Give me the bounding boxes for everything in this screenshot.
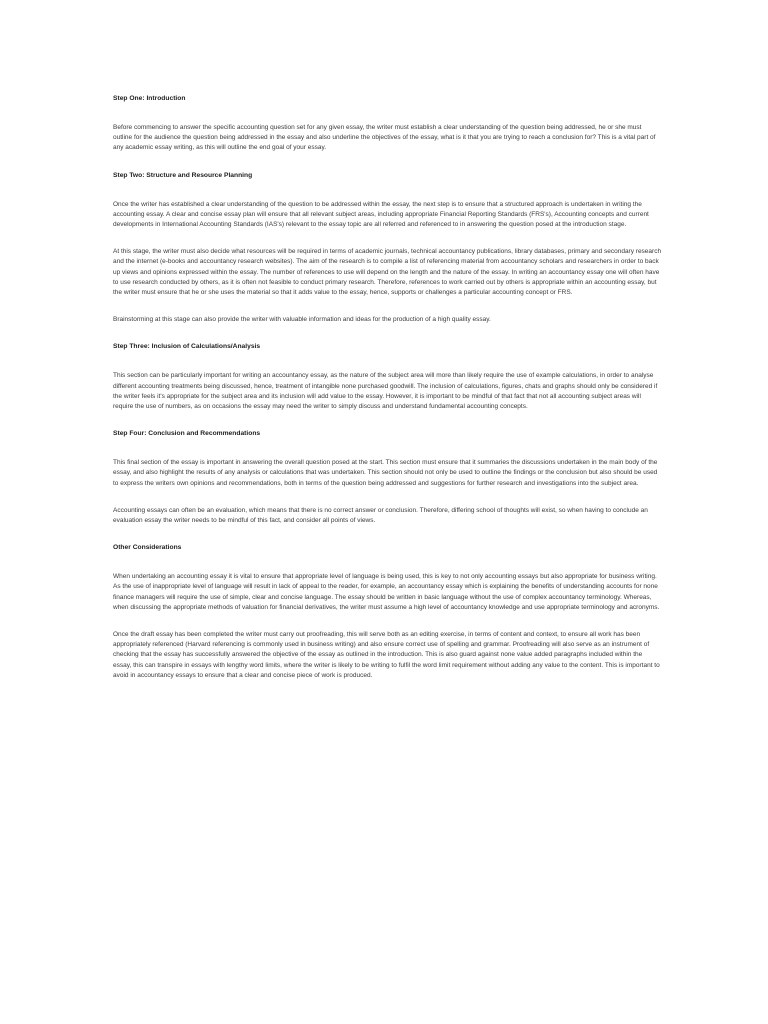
paragraph: Brainstorming at this stage can also provide the writer with valuable information and ideas for the production of a high quality essay. <box>113 316 491 324</box>
section-heading: Step Three: Inclusion of Calculations/Analysis <box>113 343 261 351</box>
paragraph: Accounting essays can often be an evaluation, which means that there is no correct answer or conclusion. Therefore, differing school of thoughts will exist, so when having to conclude an evaluation essay the writer needs to be mindful of this fact, and consider all points of views. <box>113 506 648 525</box>
paragraph: This final section of the essay is important in answering the overall question posed at the start. This section must ensure that it summaries the discussions undertaken in the main body of the essay, and also highlight the results of any analysis or calculations that was undertaken. This section should not only be used to outline the findings or the conclusion but also should be used to express the writers own opinions and recommendations, both in terms of the question being addressed and suggestions for further research and investigations into the subject area. <box>113 459 658 487</box>
paragraph: Before commencing to answer the specific accounting question set for any given essay, the writer must establish a clear understanding of the question being addressed, he or she must outline for the audience the question being addressed in the essay and also underline the objectives of the essay, what is it that you are trying to reach a conclusion for? This is a vital part of any academic essay writing, as this will outline the end goal of your essay. <box>113 124 656 152</box>
paragraph: Once the draft essay has been completed the writer must carry out proofreading, this will serve both as an editing exercise, in terms of content and context, to ensure all work has been appropriately referenced (Harvard referencing is commonly used in business writing) and also ensure correct use of spelling and grammar. Proofreading will also serve as an instrument of checking that the essay has successfully answered the objective of the essay as outlined in the introduction. This is also guard against none value added paragraphs included within the essay, this can transpire in essays with lengthy word limits, where the writer is likely to be writing to fulfil the word limit requirement without adding any value to the content. This is important to avoid in accountancy essays to ensure that a clear and concise piece of work is produced. <box>113 631 660 679</box>
section-heading: Step One: Introduction <box>113 95 186 102</box>
paragraph: Once the writer has established a clear understanding of the question to be addressed within the essay, the next step is to ensure that a structured approach is undertaken in writing the accounting essay. A clear and concise essay plan will ensure that all relevant subject areas, including appropriate Financial Reporting Standards (FRS's), Accounting concepts and current developments in International Accounting Standards (IAS's) relevant to the essay topic are all referred and referenced to in answering the question posed at the introduction stage. <box>113 200 649 229</box>
paragraph: When undertaking an accounting essay it is vital to ensure that appropriate level of language is being used, this is key to not only accounting essays but also appropriate for business writing. As the use of inappropriate level of language will result in lack of appeal to the reader, for example, an accountancy essay which is explaining the benefits of understanding accounts for none finance managers will require the use of simple, clear and concise language. The essay should be written in basic language without the use of complex accountancy terminology. Whereas, when discussing the appropriate methods of valuation for financial derivatives, the writer must assume a high level of accountancy knowledge and use appropriate terminology and acronyms. <box>113 573 660 611</box>
paragraph: At this stage, the writer must also decide what resources will be required in terms of academic journals, technical accountancy publications, library databases, primary and secondary research and the internet (e-books and accountancy research websites). The aim of the research is to compile a list of referencing material from accountancy scholars and researchers in order to back up views and opinions expressed within the essay. The number of references to use will depend on the length and the nature of the essay. In writing an accountancy essay one will often have to use research conducted by others, as it is often not feasible to conduct primary research. Therefore, references to work carried out by others is appropriate within an accounting essay, but the writer must ensure that he or she uses the material so that it adds value to the essay, hence, supports or challenges a particular accounting concept or FRS. <box>113 248 662 297</box>
section-heading: Step Two: Structure and Resource Planning <box>113 171 253 179</box>
paragraph: This section can be particularly important for writing an accountancy essay, as the nature of the subject area will more than likely require the use of example calculations, in order to analyse different accounting treatments being discussed, hence, treatment of intangible none purchased goodwill. The inclusion of calculations, figures, chats and graphs should only be considered if the writer feels it's appropriate for the subject area and its inclusion will add value to the essay. However, it is important to be mindful of that fact that not all accounting subject areas will require the use of numbers, as on occasions the essay may need the writer to simply discuss and understand fundamental accounting concepts. <box>113 372 658 411</box>
section-heading: Other Considerations <box>113 544 182 552</box>
section-heading: Step Four: Conclusion and Recommendations <box>113 430 261 438</box>
